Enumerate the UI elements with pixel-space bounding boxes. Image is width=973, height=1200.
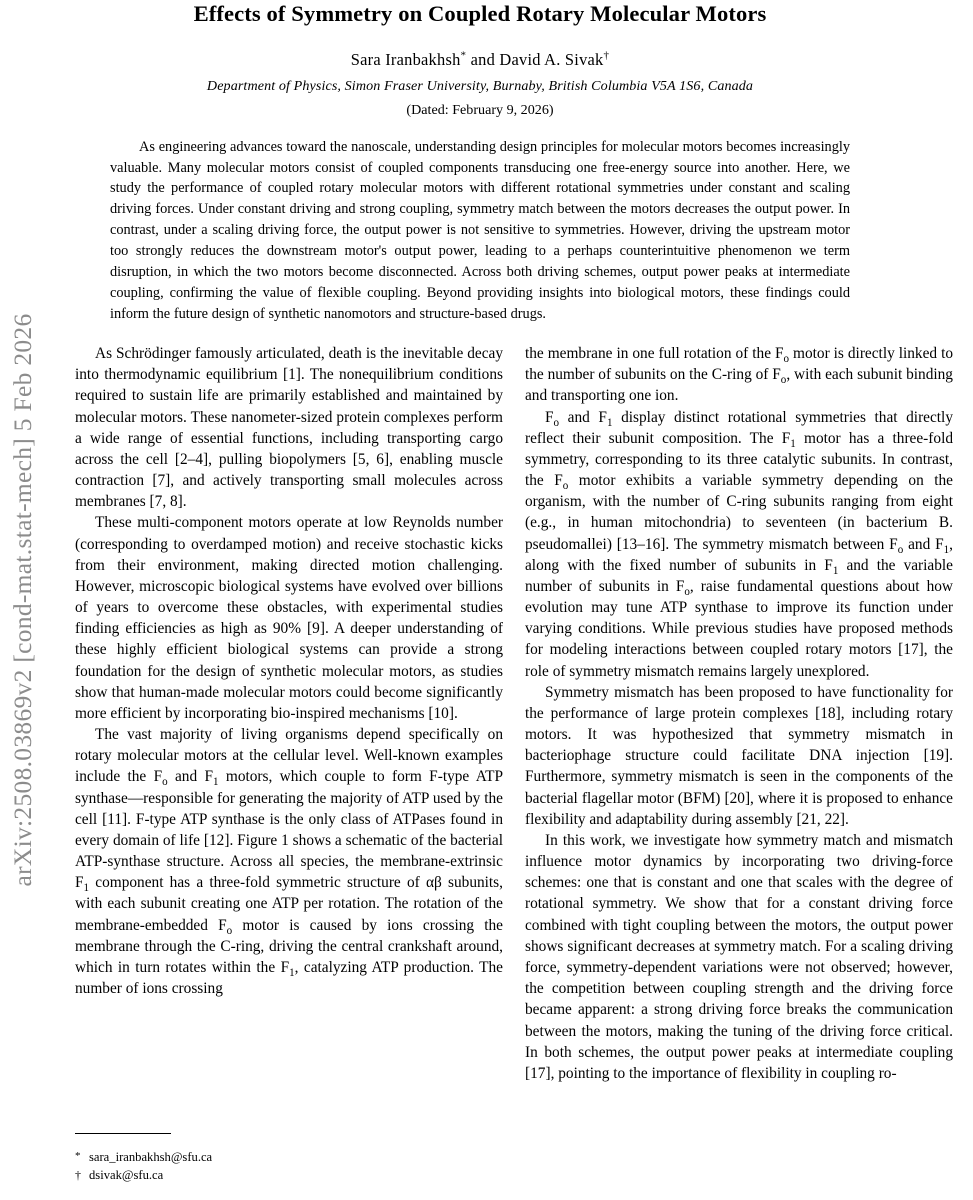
author-name-1: Sara Iranbakhsh [350, 49, 461, 69]
footnote-divider [75, 1133, 171, 1134]
subscript: 1 [289, 967, 295, 980]
text-run: , raise fundamental questions about how evolution may tune ATP synthase to improve its function under varying conditions. While previous studies have proposed methods for modeling interactions between coupled rotary motors [17], the role of symmetry mismatch remains largely unexplored. [525, 577, 953, 680]
footnote-email-author-2[interactable]: dsivak@sfu.ca [89, 1167, 164, 1182]
paper-page [62, 0, 953, 1200]
text-run: the membrane in one full rotation of the F [525, 345, 784, 362]
subscript: 1 [83, 882, 90, 895]
affiliation: Department of Physics, Simon Fraser University, Burnaby, British Columbia V5A 1S6, Canada [206, 77, 754, 94]
text-run: motor is directly linked to the number of subunits on the C-ring of F [525, 345, 953, 384]
subscript: o [226, 924, 233, 937]
body-columns [75, 343, 973, 1084]
paragraph [525, 407, 953, 682]
right-column [525, 343, 953, 1084]
text-run: , with each subunit binding and transporting one ion. [525, 366, 953, 405]
page-title: Effects of Symmetry on Coupled Rotary Molecular Motors [193, 1, 767, 26]
subscript: 1 [606, 416, 613, 429]
paragraph: As Schrödinger famously articulated, death is the inevitable decay into thermodynamic equilibrium [1]. The nonequilibrium conditions required to sustain life are primarily established and maintained by molecular motors. These nanometer-sized protein complexes perform a wide range of essential functions, including transporting cargo across the cell [2–4], pulling biopolymers [5, 6], enabling muscle contraction [7], and actively transporting small molecules across membranes [7, 8]. [75, 345, 503, 511]
author-1-footnote-marker[interactable]: * [460, 49, 467, 62]
subscript: o [553, 416, 560, 429]
text-run: The vast majority of living organisms depend specifically on rotary molecular motors at the cellular level. Well-known examples include the F [75, 726, 503, 786]
footnote-item [75, 1167, 503, 1185]
subscript: o [783, 353, 790, 366]
left-column [75, 343, 503, 1084]
arxiv-stamp-text: arXiv:2508.03869v2 [cond-mat.stat-mech] 5 Feb 2026 [8, 313, 37, 887]
text-run: motor is caused by ions crossing the membrane through the C-ring, driving the central crankshaft around, which in turn rotates within the F [75, 916, 503, 976]
paragraph: In this work, we investigate how symmetry match and mismatch influence motor dynamics by incorporating two driving-force schemes: one that is constant and one that scales with the degree of rotational symmetry. We show that for a constant driving force combined with tight coupling between the motors, the output power shows significant decreases at symmetry match. For a scaling driving force, symmetry-dependent variations were not observed; however, the competition between coupling strength and the driving force became apparent: a strong driving force breaks the communication between the motors, making the tuning of the driving force critical. In both schemes, the output power peaks at intermediate coupling [17], pointing to the importance of flexibility in coupling ro- [525, 831, 953, 1082]
author-2-footnote-marker[interactable]: † [603, 49, 610, 62]
text-run: , catalyzing ATP production. The number of ions crossing [75, 958, 503, 998]
text-run: F [545, 408, 554, 426]
text-run: , along with the fixed number of subunits in F [525, 535, 953, 574]
subscript: 1 [213, 776, 219, 789]
subscript: o [684, 585, 690, 598]
paragraph [75, 724, 503, 999]
author-line [62, 50, 898, 70]
paragraph: These multi-component motors operate at low Reynolds number (corresponding to overdamped motion) and receive stochastic kicks from their environment, making directed motion challenging. However, microscopic biological systems have evolved over billions of years to overcome these obstacles, with experimental studies finding efficiencies as high as 90% [9]. A deeper understanding of these highly efficient biological systems can provide a strong foundation for the design of synthetic molecular motors, as studies show that human-made molecular motors could become significantly more efficient by incorporating bio-inspired mechanisms [10]. [75, 514, 503, 722]
text-run: and F [903, 535, 944, 553]
subscript: 1 [943, 543, 950, 556]
text-run: and the variable number of subunits in F [525, 556, 953, 595]
text-run: component has a three-fold symmetric structure of αβ subunits, with each subunit creating one ATP per rotation. The rotation of the membrane-embedded F [75, 874, 503, 934]
arxiv-stamp [0, 0, 46, 1200]
text-run: motors, which couple to form F-type ATP synthase—responsible for generating the majority of ATP used by the cell [11]. F-type ATP synthase is the only class of ATPases found in every domain of life [12]. Figure 1 shows a schematic of the bacterial ATP-synthase structure. Across all species, the membrane-extrinsic F [75, 768, 504, 892]
paragraph: Symmetry mismatch has been proposed to have functionality for the performance of large protein complexes [18], including rotary motors. It was hypothesized that symmetry mismatch in bacteriophage structure could facilitate DNA injection [19]. Furthermore, symmetry mismatch is seen in the components of the bacterial flagellar motor (BFM) [20], where it is proposed to enhance flexibility and adaptability during assembly [21, 22]. [525, 683, 953, 828]
subscript: o [780, 374, 787, 387]
footnote-symbol-dagger: † [75, 1167, 81, 1182]
text-run: and F [167, 768, 214, 786]
date-line: (Dated: February 9, 2026) [406, 101, 554, 118]
subscript: 1 [832, 564, 839, 577]
abstract: As engineering advances toward the nanoscale, understanding design principles for molecular motors becomes increasingly valuable. Many molecular motors consist of coupled components transducing one free-energy source into another. Here, we study the performance of coupled rotary molecular motors with different rotational symmetries under constant and scaling driving forces. Under constant driving and strong coupling, symmetry match between the motors decreases the output power. In contrast, under a scaling driving force, the output power is not sensitive to symmetries. However, driving the upstream motor too strongly reduces the downstream motor's output power, leading to a perhaps counterintuitive phenomenon we term disruption, in which the two motors become disconnected. Across both driving schemes, output power peaks at intermediate coupling, confirming the value of flexible coupling. Beyond providing insights into biological motors, these findings could inform the future design of synthetic nanomotors and structure-based drugs. [110, 138, 850, 322]
subscript: o [562, 480, 569, 493]
subscript: 1 [790, 437, 796, 450]
footnote-email-author-1[interactable]: sara_iranbakhsh@sfu.ca [89, 1150, 213, 1164]
subscript: o [162, 776, 168, 789]
text-run: motor has a three-fold symmetry, corresponding to its three catalytic subunits. In contrast, the F [525, 429, 953, 490]
author-conjunction: and [466, 49, 500, 69]
footnote-symbol-asterisk: * [75, 1150, 81, 1162]
text-run: and F [559, 408, 607, 426]
text-run: display distinct rotational symmetries that directly reflect their subunit composition. The F [525, 408, 953, 447]
subscript: o [897, 543, 904, 556]
title-block [62, 0, 898, 119]
text-run: motor exhibits a variable symmetry depending on the organism, with the number of C-ring subunits ranging from eight (e.g., in human mitochondria) to seventeen (in bacterium B. pseudomallei) [13–16]. The symmetry mismatch between F [525, 472, 953, 553]
author-name-2: David A. Sivak [499, 49, 604, 69]
footnotes-area [75, 1133, 503, 1185]
paragraph [525, 343, 953, 407]
footnote-item [75, 1149, 503, 1167]
